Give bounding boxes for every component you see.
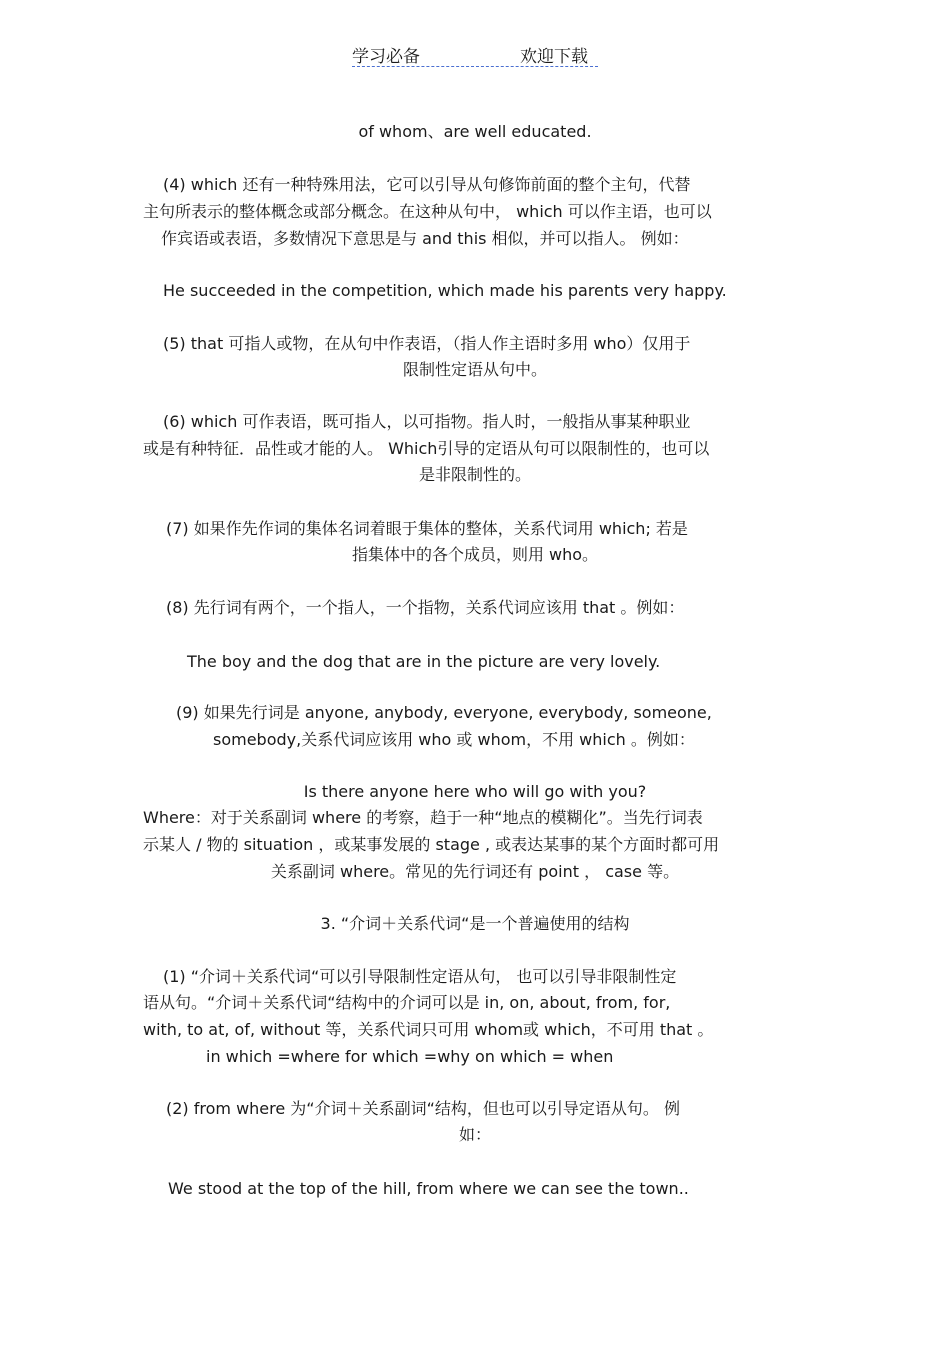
header-left-text: 学习必备 — [352, 47, 420, 67]
text-line: in which =where for which =why on which = when — [206, 1047, 614, 1066]
text-line: 关系副词 where。常见的先行词还有 point ， case 等。 — [270, 862, 680, 881]
text-line: 或是有种特征．品性或才能的人。 Which引导的定语从句可以限制性的，也可以 — [143, 439, 710, 458]
text-line: 限制性定语从句中。 — [402, 360, 547, 379]
text-line: 3. “介词＋关系代词“是一个普遍使用的结构 — [320, 914, 630, 933]
text-line: We stood at the top of the hill, from where we can see the town.. — [168, 1179, 689, 1198]
text-line: (1) “介词＋关系代词“可以引导限制性定语从句， 也可以引导非限制性定 — [163, 967, 677, 986]
text-line: 语从句。“介词＋关系代词“结构中的介词可以是 in, on, about, from, for, — [143, 993, 671, 1012]
text-line: (9) 如果先行词是 anyone, anybody, everyone, everybody, someone, — [176, 703, 712, 722]
text-line: 作宾语或表语，多数情况下意思是与 and this 相似，并可以指人。 例如： — [161, 229, 689, 248]
text-line: 示某人 / 物的 situation ，或某事发展的 stage , 或表达某事的某个方面时都可用 — [143, 835, 720, 854]
text-line: 主句所表示的整体概念或部分概念。在这种从句中， which 可以作主语，也可以 — [143, 202, 712, 221]
text-line: 如： — [458, 1125, 491, 1144]
text-line: with, to at, of, without 等，关系代词只可用 whom或 which，不可用 that 。 — [143, 1020, 714, 1039]
text-line: (2) from where 为“介词＋关系副词“结构，但也可以引导定语从句。 例 — [166, 1099, 680, 1118]
text-line: 指集体中的各个成员，则用 who。 — [351, 545, 599, 564]
text-line: He succeeded in the competition, which made his parents very happy. — [163, 281, 727, 300]
text-line: (8) 先行词有两个，一个指人，一个指物，关系代词应该用 that 。例如： — [166, 598, 685, 617]
text-line: (5) that 可指人或物，在从句中作表语，（指人作主语时多用 who）仅用于 — [163, 334, 691, 353]
text-line: (6) which 可作表语，既可指人，以可指物。指人时，一般指从事某种职业 — [163, 412, 691, 431]
text-line: somebody,关系代词应该用 who 或 whom，不用 which 。例如： — [213, 730, 695, 749]
text-line: (4) which 还有一种特殊用法，它可以引导从句修饰前面的整个主句，代替 — [163, 175, 691, 194]
header-right-text: 欢迎下载 — [520, 47, 588, 67]
text-line: Where：对于关系副词 where 的考察，趋于一种“地点的模糊化”。当先行词表 — [143, 808, 703, 827]
text-line: The boy and the dog that are in the picture are very lovely. — [187, 652, 661, 671]
text-line: Is there anyone here who will go with you? — [303, 782, 647, 801]
text-line: (7) 如果作先作词的集体名词着眼于集体的整体，关系代词用 which; 若是 — [166, 519, 688, 538]
text-line: 是非限制性的。 — [418, 465, 531, 484]
page-header — [352, 40, 598, 67]
text-line: of whom、are well educated. — [358, 122, 592, 141]
